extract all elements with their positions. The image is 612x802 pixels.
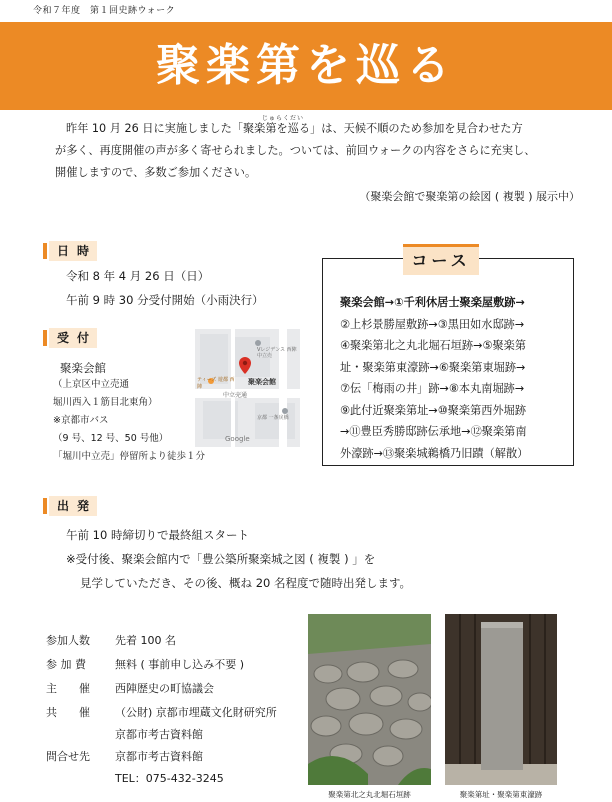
info-value: 京都市考古資料館 — [115, 750, 203, 763]
intro-line: 開催しますので、多数ご参加ください。 — [55, 166, 257, 179]
info-value: 先着 100 名 — [115, 634, 176, 647]
course-line: ④聚楽第北之丸北堀石垣跡→⑤聚楽第 — [340, 339, 527, 352]
map-office-label: 京都 一条戻橋 — [257, 415, 289, 421]
location-map[interactable] — [195, 329, 300, 447]
photo-caption: 聚楽第北之丸北堀石垣跡 — [328, 790, 411, 799]
map-building-label: Vレジデンス 西陣中立売 — [257, 347, 297, 359]
course-line: ⑦伝「梅雨の井」跡→⑧本丸南堀跡→ — [340, 382, 525, 395]
departure-heading-label: 出発 — [49, 496, 97, 516]
info-value: （公財) 京都市埋蔵文化財研究所 — [115, 706, 277, 719]
photo-stone-wall — [308, 614, 431, 785]
departure-line-3: 見学していただき、その後、概ね 20 名程度で随時出発します。 — [80, 576, 412, 590]
header-label: 令和７年度 第１回史跡ウォーク — [33, 6, 176, 16]
course-line: ②上杉景勝屋敷跡→③黒田如水邸跡→ — [340, 317, 525, 331]
info-label: 問合せ先 — [46, 750, 90, 763]
course-route — [340, 292, 562, 464]
departure-line-2: ※受付後、聚楽会館内で「豊公築所聚楽城之図 ( 複製 ) 」を — [66, 552, 376, 566]
info-value: 西陣歴史の町協議会 — [115, 682, 214, 695]
page-title: 聚楽第を巡る — [156, 40, 456, 91]
course-line: 址・聚楽第東濠跡→⑥聚楽第東堀跡→ — [340, 360, 526, 374]
map-marker-label: 聚楽会館 — [248, 378, 276, 386]
info-value: 京都市考古資料館 — [115, 728, 203, 741]
reception-address-2: 堀川西入１筋目北東角） — [53, 397, 158, 408]
reception-address-1: （上京区中立売通 — [53, 379, 130, 390]
datetime-heading — [43, 241, 98, 261]
map-brand-label: Google — [225, 435, 250, 443]
info-label: 参加人数 — [46, 634, 90, 647]
course-line: →⑪豊臣秀勝邸跡伝承地→⑫聚楽第南 — [340, 425, 527, 438]
title-ruby: じゅらくだい — [262, 115, 305, 122]
reception-heading — [43, 328, 98, 348]
course-line: 外濠跡→⑬聚楽城鵜橋乃旧蹟（解散） — [340, 446, 529, 460]
photo-caption: 聚楽第址・聚楽第東濠跡 — [459, 790, 543, 799]
info-label: 主 催 — [46, 682, 90, 695]
map-hotel-label: ティーズ 遊都 西陣 — [197, 377, 235, 390]
event-time: 午前 9 時 30 分受付開始（小雨決行） — [66, 293, 264, 307]
intro-line: 昨年 10 月 26 日に実施しました「聚楽第を巡る」は、天候不順のため参加を見合わせた方 — [66, 122, 523, 135]
departure-line-1: 午前 10 時締切りで最終組スタート — [66, 528, 249, 542]
bus-lines: （9 号、12 号、50 号他） — [53, 433, 169, 444]
reception-place: 聚楽会館 — [60, 361, 106, 375]
info-label: 共 催 — [46, 706, 90, 719]
intro-line: が多く、再度開催の声が多く寄せられました。ついては、前回ウォークの内容をさらに充実し、 — [55, 144, 536, 157]
photo-stone-marker — [445, 614, 557, 785]
map-street-label: 中立売通 — [223, 392, 248, 399]
course-line: ⑨此付近聚楽第址→⑩聚楽第西外堀跡 — [340, 403, 527, 417]
course-line: 聚楽会館→①千利休居士聚楽屋敷跡→ — [340, 296, 525, 309]
exhibit-note: （聚楽会館で聚楽第の絵図 ( 複製 ) 展示中） — [359, 190, 580, 203]
bus-stop: 「堀川中立売」停留所より徒歩１分 — [53, 451, 206, 462]
event-date: 令和 8 年 4 月 26 日（日） — [66, 269, 210, 283]
intro-text — [55, 118, 575, 184]
datetime-heading-label: 日時 — [49, 241, 97, 261]
course-title: コース — [403, 244, 479, 275]
bus-note: ※京都市バス — [53, 415, 109, 426]
departure-heading — [43, 496, 98, 516]
reception-heading-label: 受付 — [49, 328, 97, 348]
info-value: TEL：075-432-3245 — [115, 772, 224, 785]
info-value: 無料 ( 事前申し込み不要 ) — [115, 658, 245, 671]
info-label: 参 加 費 — [46, 658, 86, 671]
